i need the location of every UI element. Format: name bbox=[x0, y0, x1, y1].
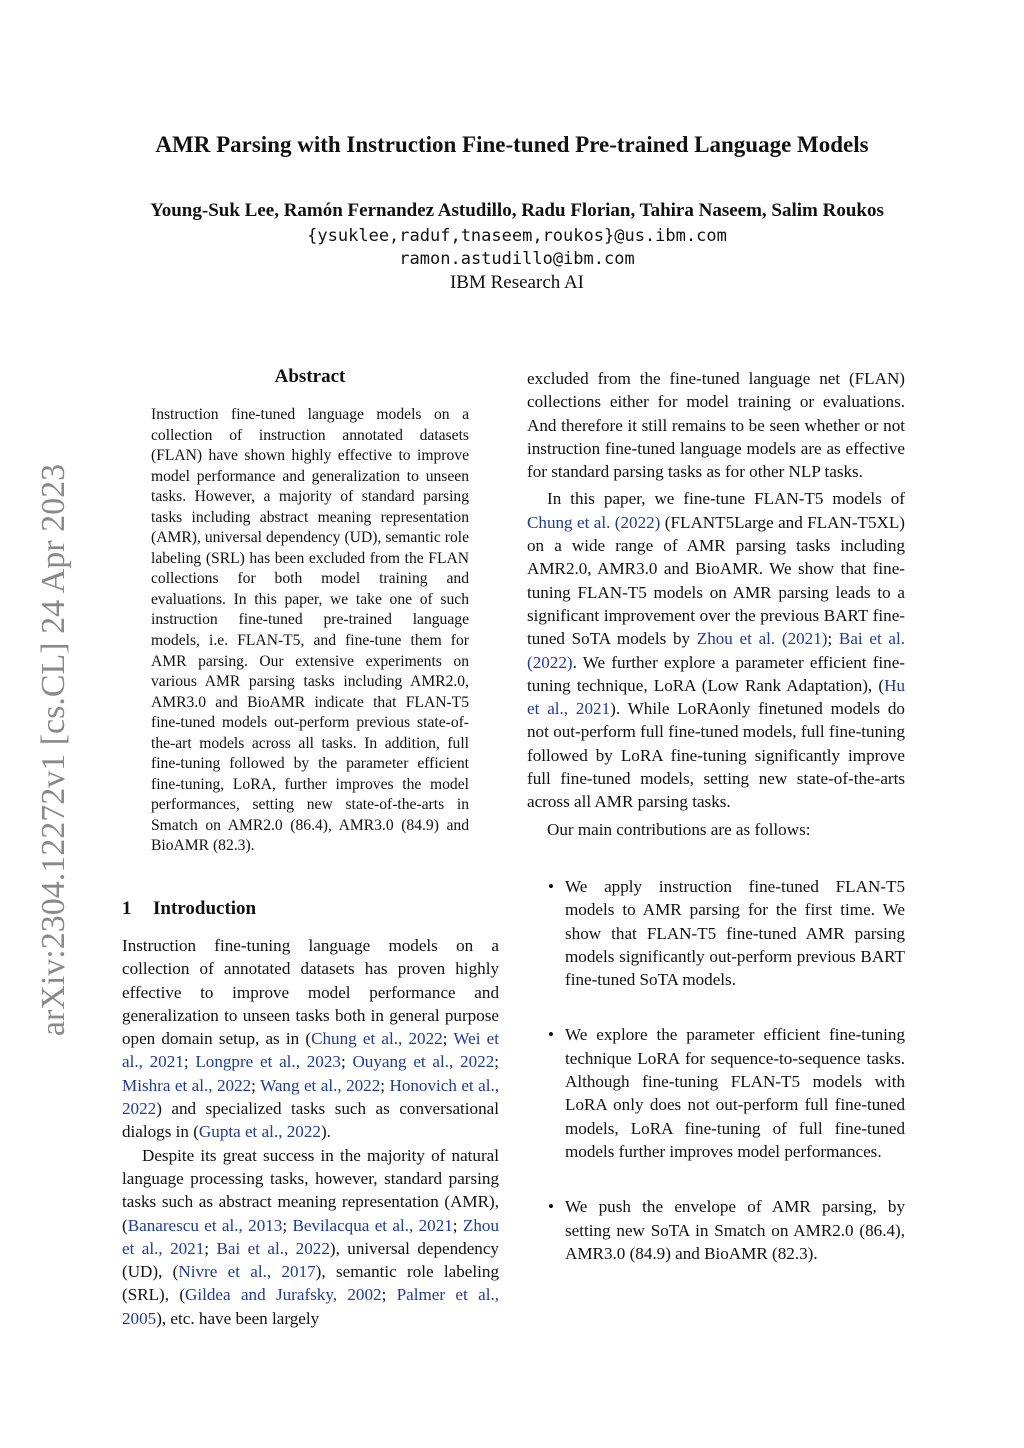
contribution-list bbox=[527, 875, 905, 1265]
citation-link[interactable]: Palmer et al., 2005 bbox=[122, 1285, 499, 1328]
author-email-group[interactable]: {ysuklee,raduf,tnaseem,roukos}@us.ibm.com bbox=[307, 226, 727, 246]
intro-paragraph-3: excluded from the fine-tuned language net (FLAN) collections either for model training or evaluations. And therefore it still remains to be seen whether or not instruction fine-tuned language models are as effective for standard parsing tasks as for other NLP tasks. bbox=[527, 369, 905, 482]
contribution-text: We explore the parameter efficient fine-tuning technique LoRA for sequence-to-sequence tasks. Although fine-tuning FLAN-T5 models with LoRA only does not out-perform full fine-tuned models, LoRA fine-tuning of full fine-tuned models further improves model performances. bbox=[565, 1025, 905, 1161]
citation-link[interactable]: Bai et al., 2022 bbox=[216, 1238, 330, 1258]
citation-link[interactable]: Chung et al. (2022) bbox=[527, 512, 661, 532]
arxiv-stamp: arXiv:2304.12272v1 [cs.CL] 24 Apr 2023 bbox=[35, 463, 72, 1037]
section-heading-introduction bbox=[122, 898, 256, 920]
contribution-text: We apply instruction fine-tuned FLAN-T5 models to AMR parsing for the first time. We show that FLAN-T5 fine-tuned AMR parsing models significantly out-perform previous BART fine-tuned SoTA models. bbox=[565, 876, 905, 990]
bullet-icon: • bbox=[548, 876, 554, 896]
citation-link[interactable]: Gupta et al., 2022 bbox=[198, 1122, 321, 1142]
citation-link[interactable]: Chung et al., 2022 bbox=[311, 1029, 443, 1049]
citation-link[interactable]: Ouyang et al., 2022 bbox=[352, 1052, 495, 1072]
abstract-heading: Abstract bbox=[274, 366, 346, 387]
left-column bbox=[122, 934, 499, 1330]
section-number: 1 bbox=[122, 898, 132, 919]
affiliation: IBM Research AI bbox=[449, 272, 585, 293]
citation-link[interactable]: Bevilacqua et al., 2021 bbox=[292, 1215, 453, 1235]
list-item bbox=[527, 1195, 905, 1265]
list-item bbox=[527, 1023, 905, 1163]
abstract-text: Instruction fine-tuned language models on a collection of instruction annotated datasets (FLAN) have shown highly effective to improve model performance and generalization to unseen tasks. However, a majority of standard parsing tasks including abstract meaning representation (AMR), universal dependency (UD), semantic role labeling (SRL) has been excluded from the FLAN collections for both model training and evaluations. In this paper, we take one of such instruction fine-tuned pre-trained language models, i.e. FLAN-T5, and fine-tune them for AMR parsing. Our extensive experiments on various AMR parsing tasks including AMR2.0, AMR3.0 and BioAMR indicate that FLAN-T5 fine-tuned models out-perform previous state-of-the-art models across all tasks. In addition, full fine-tuning followed by the parameter efficient fine-tuning, LoRA, further improves the model performances, setting new state-of-the-arts in Smatch on AMR2.0 (86.4), AMR3.0 (84.9) and BioAMR (82.3). bbox=[151, 406, 469, 855]
citation-link[interactable]: Gildea and Jurafsky, 2002 bbox=[185, 1285, 382, 1305]
citation-link[interactable]: Wang et al., 2022 bbox=[260, 1075, 381, 1095]
citation-link[interactable]: Zhou et al., 2021 bbox=[122, 1215, 499, 1258]
contribution-text: We push the envelope of AMR parsing, by setting new SoTA in Smatch on AMR2.0 (86.4), AMR3.0 (84.9) and BioAMR (82.3). bbox=[565, 1197, 905, 1263]
citation-link[interactable]: Wei et al., 2021 bbox=[122, 1029, 499, 1072]
intro-paragraph-4: In this paper, we fine-tune FLAN-T5 models of Chung et al. (2022) (FLANT5Large and FLAN-T5XL) on a wide range of AMR parsing tasks including AMR2.0, AMR3.0 and BioAMR. We show that fine-tuning FLAN-T5 models on AMR parsing leads to a significant improvement over the previous BART fine-tuned SoTA models by Zhou et al. (2021); Bai et al. (2022). We further explore a parameter efficient fine-tuning technique, LoRA (Low Rank Adaptation), (Hu et al., 2021). While LoRAonly finetuned models do not out-perform full fine-tuned models, full fine-tuning followed by LoRA fine-tuning significantly improve full fine-tuned models, setting new state-of-the-arts across all AMR parsing tasks. bbox=[527, 489, 905, 812]
citation-link[interactable]: Nivre et al., 2017 bbox=[178, 1262, 316, 1282]
list-item bbox=[527, 875, 905, 991]
author-email[interactable]: ramon.astudillo@ibm.com bbox=[399, 249, 635, 269]
section-title: Introduction bbox=[153, 898, 257, 919]
intro-paragraph-1: Instruction fine-tuning language models on a collection of annotated datasets has proven highly effective to improve model performance and generalization to unseen tasks both in general purpose open domain setup, as in (Chung et al., 2022; Wei et al., 2021; Longpre et al., 2023; Ouyang et al., 2022; Mishra et al., 2022; Wang et al., 2022; Honovich et al., 2022) and specialized tasks such as conversational dialogs in (Gupta et al., 2022). bbox=[122, 936, 499, 1142]
citation-link[interactable]: Longpre et al., 2023 bbox=[195, 1052, 341, 1072]
intro-paragraph-2: Despite its great success in the majority of natural language processing tasks, however, standard parsing tasks such as abstract meaning representation (AMR), (Banarescu et al., 2013; Bevilacqua et al., 2021; Zhou et al., 2021; Bai et al., 2022), universal dependency (UD), (Nivre et al., 2017), semantic role labeling (SRL), (Gildea and Jurafsky, 2002; Palmer et al., 2005), etc. have been largely bbox=[122, 1145, 499, 1328]
bullet-icon: • bbox=[548, 1197, 554, 1217]
citation-link[interactable]: Banarescu et al., 2013 bbox=[127, 1215, 283, 1235]
citation-link[interactable]: Hu et al., 2021 bbox=[527, 675, 905, 719]
citation-link[interactable]: Bai et al. (2022) bbox=[527, 629, 905, 672]
contributions-intro: Our main contributions are as follows: bbox=[547, 819, 811, 839]
bullet-icon: • bbox=[548, 1025, 554, 1045]
paper-title: AMR Parsing with Instruction Fine-tuned Pre-trained Language Models bbox=[155, 132, 869, 157]
citation-link[interactable]: Mishra et al., 2022 bbox=[122, 1075, 252, 1095]
citation-link[interactable]: Honovich et al., 2022 bbox=[122, 1075, 499, 1119]
author-list: Young-Suk Lee, Ramón Fernandez Astudillo, Radu Florian, Tahira Naseem, Salim Roukos bbox=[150, 200, 884, 221]
citation-link[interactable]: Zhou et al. (2021) bbox=[696, 629, 828, 649]
right-column bbox=[527, 367, 905, 1265]
